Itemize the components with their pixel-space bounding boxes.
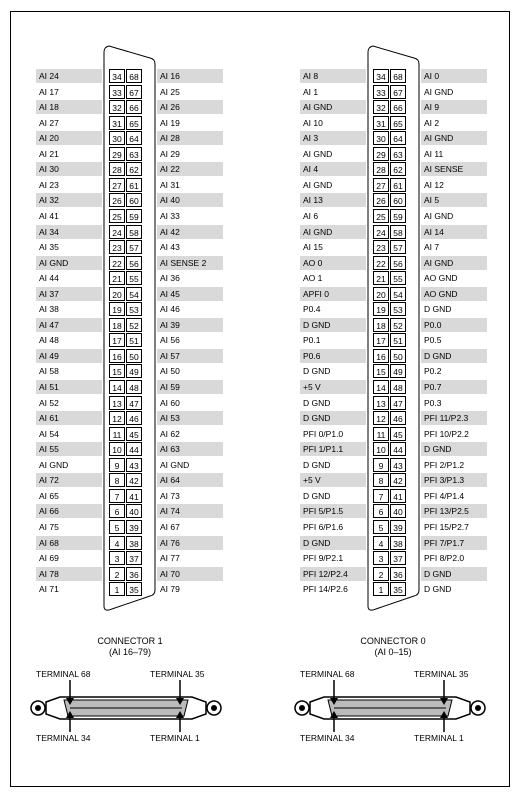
pin-number: 10 bbox=[373, 442, 389, 456]
pin-number: 51 bbox=[126, 333, 142, 347]
pin-signal-label: AI GND bbox=[421, 131, 487, 145]
pin-signal-label: D GND bbox=[424, 304, 452, 314]
pin-number: 30 bbox=[373, 131, 389, 145]
pin-signal-label: P0.3 bbox=[424, 398, 442, 408]
pin-signal-label: AI 35 bbox=[39, 242, 59, 252]
pin-number: 27 bbox=[109, 178, 125, 192]
pin-number: 20 bbox=[109, 287, 125, 301]
pin-number: 54 bbox=[126, 287, 142, 301]
pin-signal-label: P0.4 bbox=[303, 304, 321, 314]
pin-number: 24 bbox=[373, 225, 389, 239]
pin-signal-label: D GND bbox=[303, 491, 331, 501]
pin-signal-label: AI 20 bbox=[36, 131, 102, 145]
connector-0-title: CONNECTOR 0 bbox=[360, 636, 426, 646]
pin-signal-label: AI 21 bbox=[39, 149, 59, 159]
pin-number: 7 bbox=[373, 489, 389, 503]
pin-number: 47 bbox=[390, 396, 406, 410]
pin-number: 21 bbox=[373, 271, 389, 285]
pin-signal-label: AO GND bbox=[424, 273, 458, 283]
pin-number: 59 bbox=[390, 209, 406, 223]
pin-signal-label: AI GND bbox=[160, 460, 190, 470]
pin-signal-label: PFI 13/P2.5 bbox=[421, 504, 487, 518]
pin-signal-label: AI 38 bbox=[39, 304, 59, 314]
pin-signal-label: PFI 8/P2.0 bbox=[424, 553, 465, 563]
pin-signal-label: AI 56 bbox=[160, 335, 180, 345]
connector-1-terminal-top-right: TERMINAL 35 bbox=[150, 669, 205, 679]
pin-signal-label: AI 34 bbox=[36, 225, 102, 239]
pin-signal-label: D GND bbox=[300, 318, 366, 332]
pin-number: 53 bbox=[390, 302, 406, 316]
pin-signal-label: AI 52 bbox=[39, 398, 59, 408]
pin-number: 26 bbox=[373, 193, 389, 207]
pin-number: 60 bbox=[390, 193, 406, 207]
pin-signal-label: PFI 1/P1.1 bbox=[300, 442, 366, 456]
pin-number: 66 bbox=[126, 100, 142, 114]
pin-number: 14 bbox=[373, 380, 389, 394]
pin-number: 55 bbox=[390, 271, 406, 285]
pin-signal-label: D GND bbox=[303, 366, 331, 376]
pin-signal-label: PFI 0/P1.0 bbox=[303, 429, 344, 439]
pin-signal-label: AI GND bbox=[303, 180, 333, 190]
pin-signal-label: AI 59 bbox=[157, 380, 223, 394]
pin-signal-label: AI 40 bbox=[157, 193, 223, 207]
pin-signal-label: +5 V bbox=[300, 380, 366, 394]
pin-number: 38 bbox=[126, 536, 142, 550]
pin-number: 56 bbox=[126, 256, 142, 270]
pin-number: 18 bbox=[109, 318, 125, 332]
pin-number: 43 bbox=[390, 458, 406, 472]
pin-number: 18 bbox=[373, 318, 389, 332]
pin-number: 16 bbox=[373, 349, 389, 363]
pin-signal-label: AI 33 bbox=[160, 211, 180, 221]
pin-number: 35 bbox=[390, 582, 406, 596]
pin-signal-label: AO 0 bbox=[300, 256, 366, 270]
pin-signal-label: AI 11 bbox=[424, 149, 444, 159]
pin-signal-label: AI 48 bbox=[39, 335, 59, 345]
pin-number: 3 bbox=[109, 551, 125, 565]
pin-signal-label: AI 29 bbox=[160, 149, 180, 159]
pin-number: 57 bbox=[390, 240, 406, 254]
pin-signal-label: AI 55 bbox=[36, 442, 102, 456]
pin-number: 4 bbox=[373, 536, 389, 550]
pin-number: 12 bbox=[109, 411, 125, 425]
pin-number: 22 bbox=[373, 256, 389, 270]
pin-number: 2 bbox=[109, 567, 125, 581]
pin-number: 50 bbox=[390, 349, 406, 363]
pin-number: 15 bbox=[373, 364, 389, 378]
pin-number: 28 bbox=[373, 162, 389, 176]
pin-number: 46 bbox=[126, 411, 142, 425]
pin-signal-label: PFI 6/P1.6 bbox=[303, 522, 344, 532]
pin-signal-label: AI 45 bbox=[157, 287, 223, 301]
pin-number: 57 bbox=[126, 240, 142, 254]
pin-signal-label: D GND bbox=[303, 460, 331, 470]
pin-signal-label: AI 72 bbox=[36, 473, 102, 487]
pin-number: 33 bbox=[373, 85, 389, 99]
pin-signal-label: PFI 7/P1.7 bbox=[421, 536, 487, 550]
pin-signal-label: AI 43 bbox=[160, 242, 180, 252]
pin-number: 67 bbox=[390, 85, 406, 99]
pin-signal-label: AI 12 bbox=[424, 180, 444, 190]
pin-signal-label: AI 14 bbox=[421, 225, 487, 239]
pin-signal-label: AI 24 bbox=[36, 69, 102, 83]
pin-number: 53 bbox=[126, 302, 142, 316]
connector-0-plug-drawing bbox=[290, 680, 490, 732]
pin-number: 29 bbox=[373, 147, 389, 161]
pin-signal-label: AI GND bbox=[421, 256, 487, 270]
pin-signal-label: AI 30 bbox=[36, 162, 102, 176]
pin-signal-label: AI 6 bbox=[303, 211, 319, 221]
pin-number: 44 bbox=[390, 442, 406, 456]
pin-signal-label: PFI 9/P2.1 bbox=[303, 553, 344, 563]
connector-1-terminal-bottom-right: TERMINAL 1 bbox=[150, 733, 200, 743]
pin-number: 24 bbox=[109, 225, 125, 239]
pin-signal-label: AI 37 bbox=[36, 287, 102, 301]
pin-signal-label: AI 22 bbox=[157, 162, 223, 176]
pin-signal-label: AI 19 bbox=[160, 118, 180, 128]
pin-number: 5 bbox=[373, 520, 389, 534]
pin-signal-label: PFI 3/P1.3 bbox=[421, 473, 487, 487]
pin-signal-label: AI 57 bbox=[157, 349, 223, 363]
pin-signal-label: AI 10 bbox=[303, 118, 323, 128]
pin-signal-label: AI 54 bbox=[39, 429, 59, 439]
pin-signal-label: AI 26 bbox=[157, 100, 223, 114]
pin-signal-label: AI 51 bbox=[36, 380, 102, 394]
pin-number: 28 bbox=[109, 162, 125, 176]
pin-signal-label: AI 49 bbox=[36, 349, 102, 363]
pin-signal-label: AI SENSE bbox=[421, 162, 487, 176]
pin-signal-label: AI 73 bbox=[160, 491, 180, 501]
pin-number: 63 bbox=[390, 147, 406, 161]
pin-number: 6 bbox=[109, 504, 125, 518]
pin-signal-label: PFI 11/P2.3 bbox=[421, 411, 487, 425]
pin-number: 42 bbox=[390, 473, 406, 487]
pin-signal-label: AO GND bbox=[421, 287, 487, 301]
pin-number: 6 bbox=[373, 504, 389, 518]
pin-signal-label: AI 76 bbox=[157, 536, 223, 550]
pin-signal-label: AI 70 bbox=[157, 567, 223, 581]
pin-number: 13 bbox=[373, 396, 389, 410]
pin-signal-label: AI GND bbox=[300, 225, 366, 239]
pin-number: 41 bbox=[126, 489, 142, 503]
pin-signal-label: AI 71 bbox=[39, 584, 59, 594]
pin-signal-label: AI 18 bbox=[36, 100, 102, 114]
pin-number: 8 bbox=[373, 473, 389, 487]
pin-signal-label: AI 68 bbox=[36, 536, 102, 550]
pin-signal-label: AI 36 bbox=[160, 273, 180, 283]
pin-number: 50 bbox=[126, 349, 142, 363]
pin-number: 26 bbox=[109, 193, 125, 207]
pin-signal-label: +5 V bbox=[300, 473, 366, 487]
pin-number: 30 bbox=[109, 131, 125, 145]
pin-signal-label: AI 16 bbox=[157, 69, 223, 83]
pin-number: 10 bbox=[109, 442, 125, 456]
pin-signal-label: PFI 2/P1.2 bbox=[424, 460, 465, 470]
pin-number: 39 bbox=[126, 520, 142, 534]
pin-number: 42 bbox=[126, 473, 142, 487]
pin-number: 62 bbox=[126, 162, 142, 176]
connector-1-range: (AI 16–79) bbox=[108, 647, 152, 657]
pin-number: 1 bbox=[109, 582, 125, 596]
pin-signal-label: AI 69 bbox=[39, 553, 59, 563]
pin-number: 11 bbox=[109, 427, 125, 441]
pin-signal-label: AI 77 bbox=[160, 553, 180, 563]
pin-signal-label: AI 63 bbox=[157, 442, 223, 456]
connector-0-terminal-bottom-right: TERMINAL 1 bbox=[414, 733, 464, 743]
pin-number: 37 bbox=[126, 551, 142, 565]
pin-signal-label: AI 25 bbox=[160, 87, 180, 97]
pin-number: 31 bbox=[373, 116, 389, 130]
pin-number: 41 bbox=[390, 489, 406, 503]
pin-signal-label: AI 31 bbox=[160, 180, 180, 190]
pin-signal-label: PFI 4/P1.4 bbox=[424, 491, 465, 501]
pin-number: 49 bbox=[390, 364, 406, 378]
pin-signal-label: AI 78 bbox=[36, 567, 102, 581]
pin-signal-label: AI 17 bbox=[39, 87, 59, 97]
pin-signal-label: AI 50 bbox=[160, 366, 180, 376]
pin-number: 25 bbox=[109, 209, 125, 223]
pin-signal-label: AO 1 bbox=[303, 273, 323, 283]
pin-number: 33 bbox=[109, 85, 125, 99]
pin-number: 3 bbox=[373, 551, 389, 565]
pin-signal-label: AI 23 bbox=[39, 180, 59, 190]
pin-signal-label: D GND bbox=[424, 584, 452, 594]
connector-0-terminal-top-left: TERMINAL 68 bbox=[300, 669, 355, 679]
pin-number: 23 bbox=[109, 240, 125, 254]
pin-number: 23 bbox=[373, 240, 389, 254]
pin-signal-label: AI 5 bbox=[421, 193, 487, 207]
pin-number: 21 bbox=[109, 271, 125, 285]
pin-number: 20 bbox=[373, 287, 389, 301]
pin-number: 49 bbox=[126, 364, 142, 378]
pin-signal-label: AI 2 bbox=[424, 118, 440, 128]
pin-number: 36 bbox=[126, 567, 142, 581]
pin-number: 60 bbox=[126, 193, 142, 207]
pin-signal-label: P0.0 bbox=[421, 318, 487, 332]
pin-number: 39 bbox=[390, 520, 406, 534]
pin-number: 36 bbox=[390, 567, 406, 581]
pin-number: 8 bbox=[109, 473, 125, 487]
connector-1-title: CONNECTOR 1 bbox=[97, 636, 163, 646]
pin-signal-label: PFI 12/P2.4 bbox=[300, 567, 366, 581]
pin-signal-label: AI 74 bbox=[157, 504, 223, 518]
pin-signal-label: PFI 15/P2.7 bbox=[424, 522, 469, 532]
pin-number: 64 bbox=[126, 131, 142, 145]
pin-signal-label: AI 60 bbox=[160, 398, 180, 408]
connector-0-terminal-top-right: TERMINAL 35 bbox=[414, 669, 469, 679]
pin-number: 9 bbox=[373, 458, 389, 472]
pin-number: 38 bbox=[390, 536, 406, 550]
pin-signal-label: AI 65 bbox=[39, 491, 59, 501]
pin-signal-label: AI 41 bbox=[39, 211, 59, 221]
pin-signal-label: AI 79 bbox=[160, 584, 180, 594]
pin-signal-label: AI 39 bbox=[157, 318, 223, 332]
pin-signal-label: AI 61 bbox=[36, 411, 102, 425]
pin-number: 68 bbox=[390, 69, 406, 83]
pin-number: 61 bbox=[126, 178, 142, 192]
pin-signal-label: P0.7 bbox=[421, 380, 487, 394]
pin-number: 7 bbox=[109, 489, 125, 503]
pin-number: 54 bbox=[390, 287, 406, 301]
pin-signal-label: D GND bbox=[421, 349, 487, 363]
pin-signal-label: P0.2 bbox=[424, 366, 442, 376]
pin-signal-label: AI 28 bbox=[157, 131, 223, 145]
pin-signal-label: AI 1 bbox=[303, 87, 319, 97]
pin-number: 34 bbox=[109, 69, 125, 83]
pin-signal-label: AI 32 bbox=[36, 193, 102, 207]
pin-signal-label: AI 8 bbox=[300, 69, 366, 83]
pin-number: 9 bbox=[109, 458, 125, 472]
pin-number: 66 bbox=[390, 100, 406, 114]
pin-signal-label: PFI 10/P2.2 bbox=[424, 429, 469, 439]
pin-signal-label: D GND bbox=[303, 398, 331, 408]
pin-number: 29 bbox=[109, 147, 125, 161]
pin-signal-label: AI 53 bbox=[157, 411, 223, 425]
pin-signal-label: AI 13 bbox=[300, 193, 366, 207]
pin-number: 65 bbox=[126, 116, 142, 130]
pin-number: 51 bbox=[390, 333, 406, 347]
pin-signal-label: AI 9 bbox=[421, 100, 487, 114]
pin-signal-label: P0.5 bbox=[424, 335, 442, 345]
pin-number: 68 bbox=[126, 69, 142, 83]
pin-number: 40 bbox=[390, 504, 406, 518]
pin-signal-label: AI GND bbox=[36, 256, 102, 270]
pin-number: 4 bbox=[109, 536, 125, 550]
pin-signal-label: AI GND bbox=[39, 460, 69, 470]
pin-signal-label: AI 75 bbox=[39, 522, 59, 532]
pin-signal-label: PFI 5/P1.5 bbox=[300, 504, 366, 518]
pin-number: 37 bbox=[390, 551, 406, 565]
pin-signal-label: D GND bbox=[421, 442, 487, 456]
pin-number: 22 bbox=[109, 256, 125, 270]
pin-signal-label: AI SENSE 2 bbox=[157, 256, 223, 270]
pin-signal-label: P0.1 bbox=[303, 335, 321, 345]
pin-number: 45 bbox=[126, 427, 142, 441]
pin-signal-label: AI GND bbox=[424, 87, 454, 97]
pin-signal-label: AI 7 bbox=[424, 242, 440, 252]
pin-number: 25 bbox=[373, 209, 389, 223]
pin-number: 48 bbox=[390, 380, 406, 394]
pin-number: 2 bbox=[373, 567, 389, 581]
pin-signal-label: D GND bbox=[300, 411, 366, 425]
pin-signal-label: AI 67 bbox=[160, 522, 180, 532]
pin-number: 52 bbox=[126, 318, 142, 332]
pin-number: 35 bbox=[126, 582, 142, 596]
pin-number: 1 bbox=[373, 582, 389, 596]
pin-signal-label: APFI 0 bbox=[300, 287, 366, 301]
pin-number: 44 bbox=[126, 442, 142, 456]
pin-number: 45 bbox=[390, 427, 406, 441]
connector-1-terminal-bottom-left: TERMINAL 34 bbox=[36, 733, 91, 743]
pin-signal-label: AI 66 bbox=[36, 504, 102, 518]
pin-number: 27 bbox=[373, 178, 389, 192]
pin-number: 46 bbox=[390, 411, 406, 425]
pin-number: 61 bbox=[390, 178, 406, 192]
pin-number: 32 bbox=[373, 100, 389, 114]
pin-number: 40 bbox=[126, 504, 142, 518]
connector-1-terminal-top-left: TERMINAL 68 bbox=[36, 669, 91, 679]
pin-signal-label: AI 44 bbox=[39, 273, 59, 283]
pin-number: 47 bbox=[126, 396, 142, 410]
pin-signal-label: AI 4 bbox=[300, 162, 366, 176]
pin-number: 15 bbox=[109, 364, 125, 378]
pin-number: 43 bbox=[126, 458, 142, 472]
pin-signal-label: AI GND bbox=[424, 211, 454, 221]
pin-number: 52 bbox=[390, 318, 406, 332]
pin-number: 48 bbox=[126, 380, 142, 394]
pin-number: 19 bbox=[373, 302, 389, 316]
pin-number: 34 bbox=[373, 69, 389, 83]
pin-signal-label: AI 15 bbox=[303, 242, 323, 252]
pin-number: 12 bbox=[373, 411, 389, 425]
pin-signal-label: AI GND bbox=[300, 100, 366, 114]
pin-number: 13 bbox=[109, 396, 125, 410]
connector-1-plug-drawing bbox=[26, 680, 226, 732]
pin-signal-label: AI 47 bbox=[36, 318, 102, 332]
pin-signal-label: D GND bbox=[421, 567, 487, 581]
pin-number: 5 bbox=[109, 520, 125, 534]
pin-number: 16 bbox=[109, 349, 125, 363]
pin-number: 62 bbox=[390, 162, 406, 176]
pin-number: 58 bbox=[390, 225, 406, 239]
pin-number: 14 bbox=[109, 380, 125, 394]
pin-number: 64 bbox=[390, 131, 406, 145]
connector-0-range: (AI 0–15) bbox=[374, 647, 412, 657]
pin-signal-label: AI GND bbox=[303, 149, 333, 159]
pin-signal-label: AI 46 bbox=[160, 304, 180, 314]
pin-signal-label: AI 62 bbox=[160, 429, 180, 439]
pin-number: 17 bbox=[373, 333, 389, 347]
pin-number: 19 bbox=[109, 302, 125, 316]
pin-signal-label: AI 42 bbox=[157, 225, 223, 239]
pin-signal-label: AI 27 bbox=[39, 118, 59, 128]
pin-number: 59 bbox=[126, 209, 142, 223]
pin-number: 55 bbox=[126, 271, 142, 285]
connector-0-terminal-bottom-left: TERMINAL 34 bbox=[300, 733, 355, 743]
pin-number: 17 bbox=[109, 333, 125, 347]
pin-signal-label: P0.6 bbox=[300, 349, 366, 363]
pin-signal-label: AI 58 bbox=[39, 366, 59, 376]
pin-number: 11 bbox=[373, 427, 389, 441]
pin-signal-label: AI 0 bbox=[421, 69, 487, 83]
pin-number: 56 bbox=[390, 256, 406, 270]
pin-signal-label: PFI 14/P2.6 bbox=[303, 584, 348, 594]
pin-number: 31 bbox=[109, 116, 125, 130]
pin-number: 65 bbox=[390, 116, 406, 130]
pin-number: 67 bbox=[126, 85, 142, 99]
pin-number: 58 bbox=[126, 225, 142, 239]
pin-number: 63 bbox=[126, 147, 142, 161]
pin-signal-label: D GND bbox=[300, 536, 366, 550]
pin-signal-label: AI 3 bbox=[300, 131, 366, 145]
pin-signal-label: AI 64 bbox=[157, 473, 223, 487]
pin-number: 32 bbox=[109, 100, 125, 114]
